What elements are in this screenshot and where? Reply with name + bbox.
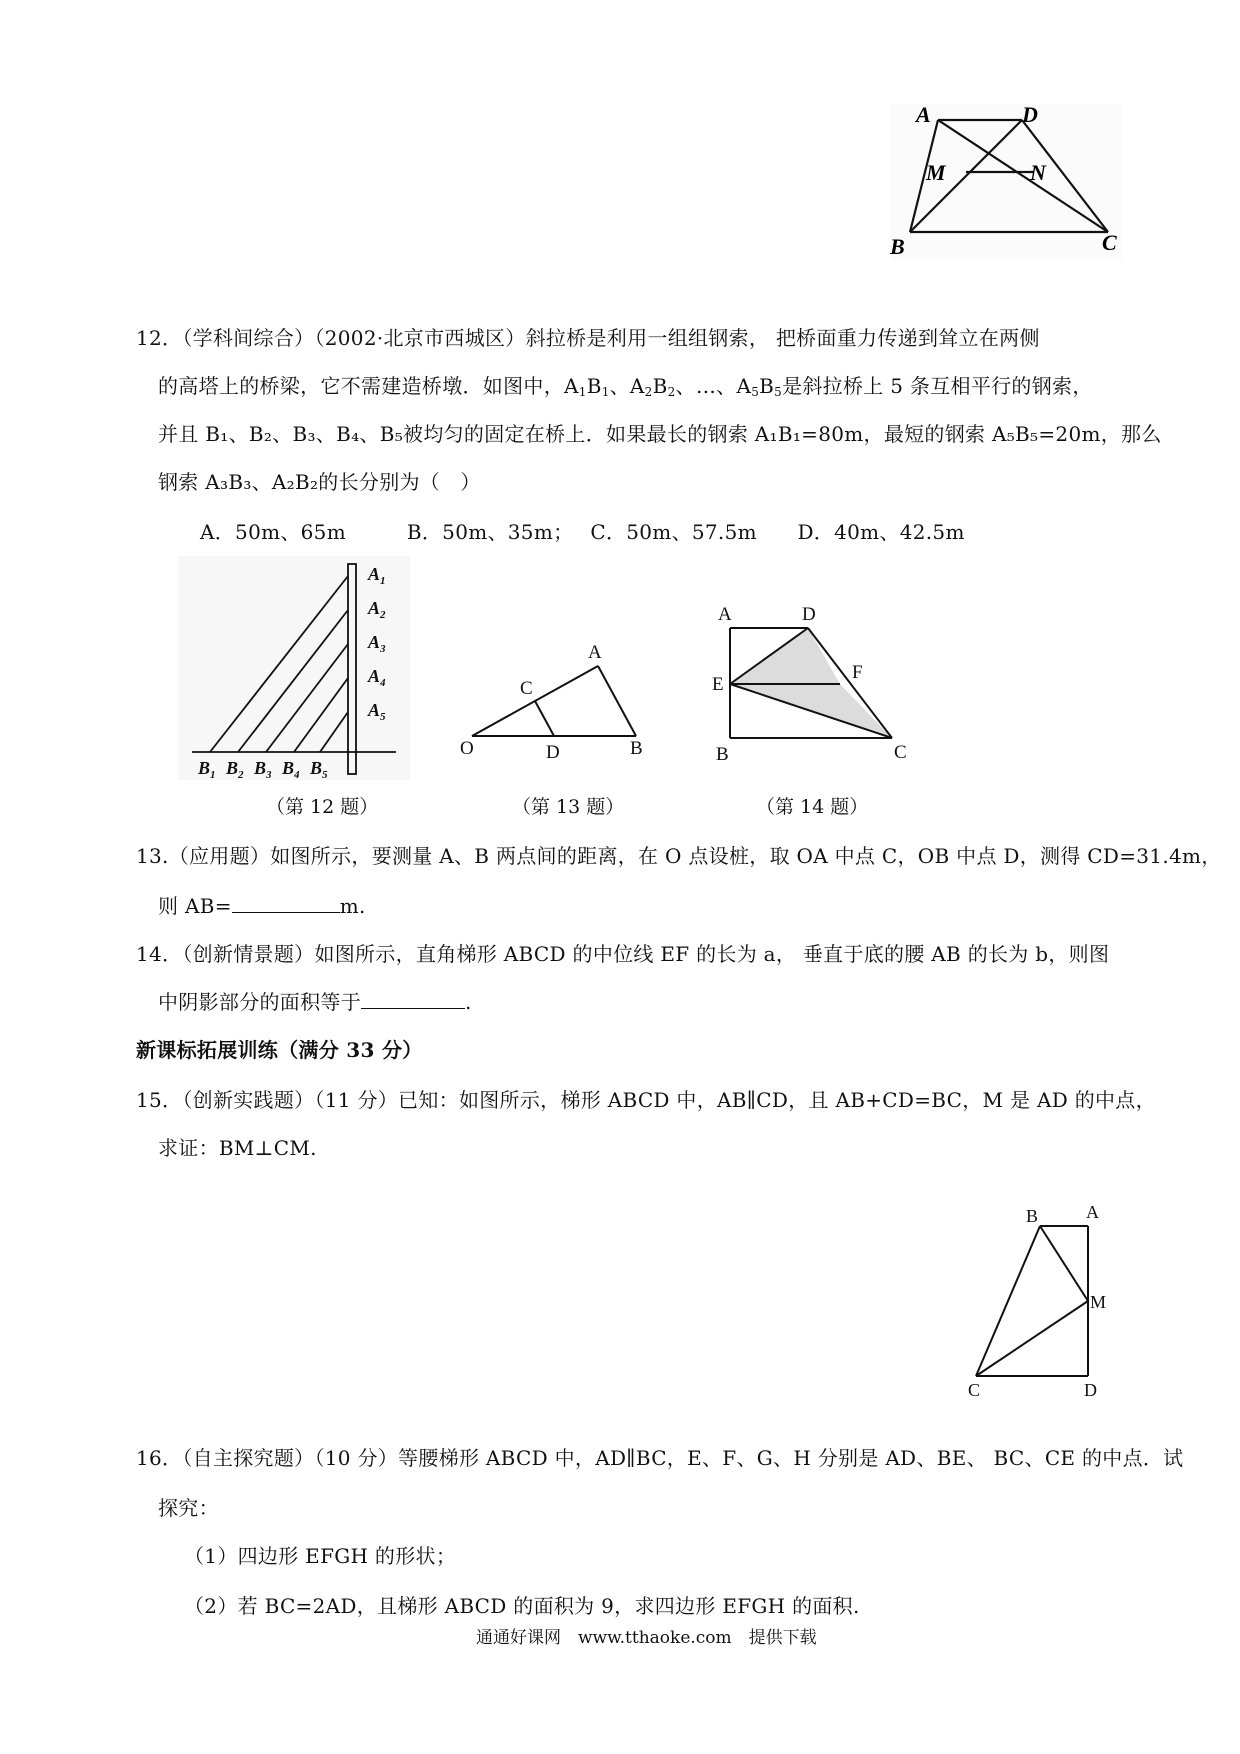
label-C: C (968, 1380, 981, 1400)
label-E: E (712, 674, 724, 695)
q14-line2-pre: 中阴影部分的面积等于 (158, 990, 361, 1014)
section-title: 新课标拓展训练（满分 33 分） (136, 1038, 423, 1062)
q12-line2: 的高塔上的桥梁，它不需建造桥墩．如图中，$A_1B_1$、$A_2B_2$、…、$A_5B_5$是斜拉桥上 5 条互相平行的钢索， (158, 374, 1093, 399)
label-B: B (630, 738, 643, 759)
answer-blank-14[interactable] (361, 988, 465, 1009)
label-A1: $A_1$ (368, 564, 386, 587)
label-M: M (926, 160, 946, 185)
label-A3: $A_3$ (368, 632, 386, 655)
label-O: O (460, 738, 474, 759)
q13-line2-pre: 则 AB= (158, 894, 232, 918)
label-F: F (852, 662, 863, 683)
label-A: A (916, 104, 931, 127)
label-B5: $B_5$ (310, 758, 328, 780)
label-A: A (1086, 1204, 1099, 1222)
label-M: M (1090, 1292, 1107, 1312)
q12-options: A．50m、65m B．50m、35m； C．50m、57.5m D．40m、42.5m (200, 520, 965, 544)
figure-14-trapezoid (706, 598, 918, 768)
label-B4: $B_4$ (282, 758, 300, 780)
label-D: D (1022, 104, 1038, 127)
q12-line4: 钢索 A₃B₃、A₂B₂的长分别为（ ） (158, 470, 481, 494)
label-A: A (588, 642, 602, 663)
q13-line1: 13.（应用题）如图所示，要测量 A、B 两点间的距离，在 O 点设桩，取 OA 中点 C，OB 中点 D，测得 CD=31.4m， (136, 844, 1222, 868)
label-B: B (890, 234, 905, 259)
q12-line2-pre: 的高塔上的桥梁，它不需建造桥墩．如图中，A (158, 374, 579, 398)
caption-13: （第 13 题） (512, 796, 625, 818)
q16-sub1: （1）四边形 EFGH 的形状； (184, 1544, 457, 1568)
q15-line2: 求证：BM⊥CM. (158, 1136, 317, 1160)
label-B1: $B_1$ (198, 758, 216, 780)
label-A2: $A_2$ (368, 598, 386, 621)
caption-14: （第 14 题） (756, 796, 869, 818)
q14-line2 (158, 988, 472, 1016)
label-B: B (716, 744, 729, 765)
label-A4: $A_4$ (368, 666, 386, 689)
q15-line1: 15．（创新实践题）（11 分）已知：如图所示，梯形 ABCD 中，AB∥CD，且 AB+CD=BC，M 是 AD 的中点， (136, 1088, 1156, 1112)
label-B: B (1026, 1206, 1039, 1226)
label-C: C (894, 742, 907, 763)
q16-line1: 16．（自主探究题）（10 分）等腰梯形 ABCD 中，AD∥BC，E、F、G、H 分别是 AD、BE、 BC、CE 的中点．试 (136, 1446, 1184, 1470)
page-footer: 通通好课网 www.tthaoke.com 提供下载 (476, 1628, 817, 1648)
figure-trapezoid-mn (890, 104, 1122, 260)
label-D: D (802, 604, 816, 625)
figure-13-triangle (454, 636, 654, 766)
label-A5: $A_5$ (368, 700, 386, 723)
figure-15-trapezoid (962, 1204, 1112, 1404)
q14-line1: 14．（创新情景题）如图所示，直角梯形 ABCD 的中位线 EF 的长为 a， 垂直于底的腰 AB 的长为 b，则图 (136, 942, 1110, 966)
label-B3: $B_3$ (254, 758, 272, 780)
label-D: D (1084, 1380, 1097, 1400)
q16-sub2: （2）若 BC=2AD，且梯形 ABCD 的面积为 9，求四边形 EFGH 的面积. (184, 1594, 860, 1618)
label-C: C (520, 678, 533, 699)
label-C: C (1102, 230, 1117, 255)
label-N: N (1030, 160, 1046, 185)
q12-line1: 12．（学科间综合）（2002·北京市西城区）斜拉桥是利用一组组钢索， 把桥面重力传递到耸立在两侧 (136, 326, 1040, 350)
q12-line2-rest: 是斜拉桥上 5 条互相平行的钢索， (782, 374, 1093, 398)
label-A: A (718, 604, 732, 625)
q13-line2-post: m. (339, 894, 366, 918)
figure-12-bridge (178, 556, 410, 780)
label-B2: $B_2$ (226, 758, 244, 780)
answer-blank-13[interactable] (232, 892, 340, 913)
q13-line2 (158, 892, 366, 920)
caption-12: （第 12 题） (266, 796, 379, 818)
label-D: D (546, 742, 560, 763)
q16-line2: 探究： (158, 1496, 219, 1520)
q14-line2-post: . (465, 990, 472, 1014)
q12-line3: 并且 B₁、B₂、B₃、B₄、B₅被均匀的固定在桥上．如果最长的钢索 A₁B₁=80m，最短的钢索 A₅B₅=20m，那么 (158, 422, 1162, 446)
